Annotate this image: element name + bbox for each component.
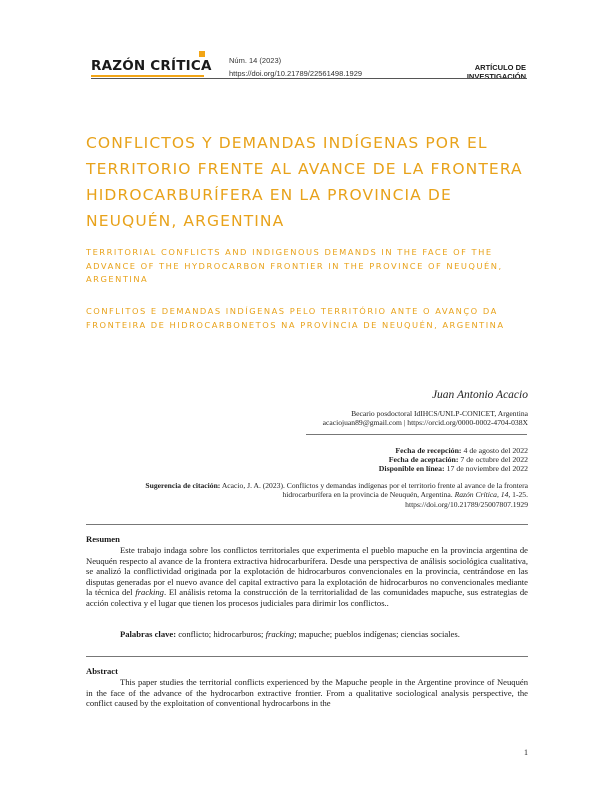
date-accepted-value: 7 de octubre del 2022 <box>458 455 528 464</box>
citation-journal: Razón Crítica, 14 <box>454 490 509 500</box>
resumen-fracking: fracking <box>135 587 164 598</box>
resumen-text-2: . El análisis retoma la construcción de la territorialidad de las comunidades mapuche, sus estrategias de acción colectiva y el lugar que tienen los procesos judiciales para dirimir los conflictos.. <box>86 587 528 608</box>
author-divider <box>306 434 527 435</box>
title-portuguese: CONFLITOS E DEMANDAS INDÍGENAS PELO TERRITÓRIO ANTE O AVANÇO DA FRONTEIRA DE HIDROCARBONETOS NA PROVÍNCIA DE NEUQUÉN, ARGENTINA <box>86 306 505 330</box>
date-online-value: 17 de noviembre del 2022 <box>444 464 528 473</box>
date-received <box>395 446 528 455</box>
keywords <box>120 629 530 639</box>
date-received-label: Fecha de recepción: <box>395 446 462 455</box>
logo-accent-rule <box>91 75 204 77</box>
author-contact[interactable]: acaciojuan89@gmail.com | https://orcid.org/0000-0002-4704-038X <box>322 418 528 427</box>
author-affiliation: Becario posdoctoral IdIHCS/UNLP-CONICET, Argentina <box>351 409 528 418</box>
section-divider <box>86 524 528 525</box>
date-online <box>379 464 528 473</box>
citation-text: Acacio, J. A. (2023). Conflictos y demandas indígenas por el territorio frente al avance de la frontera hidrocarburífera en la provincia de Neuquén, Argentina. <box>220 481 528 500</box>
citation-label: Sugerencia de citación: <box>145 481 221 490</box>
date-accepted-label: Fecha de aceptación: <box>388 455 459 464</box>
keywords-fracking: fracking <box>265 629 295 639</box>
resumen-text-1: Este trabajo indaga sobre los conflictos territoriales que experimenta el pueblo mapuche en la provincia argentina de Neuquén respecto al avance de la frontera extractiva hidrocarburífera. Desde una perspectiva de análisis sociológica cualitativa, se analizó la conflictividad originada por la explotación de hidrocarburos convencionales en la provincia, centrándose en las disputas generadas por el nuevo avance del capital extractivo para la explotación de hidrocarburos no convencionales mediante la técnica del <box>86 545 528 598</box>
citation-pages: , 1-25. <box>508 490 528 500</box>
logo-accent-square <box>199 51 205 57</box>
issue-info <box>229 54 362 80</box>
citation-suggestion <box>106 481 528 509</box>
title-english: TERRITORIAL CONFLICTS AND INDIGENOUS DEMANDS IN THE FACE OF THE ADVANCE OF THE HYDROCARBON FRONTIER IN THE PROVINCE OF NEUQUÉN, ARGENTINA <box>86 247 503 284</box>
date-online-label: Disponible en línea: <box>378 464 445 473</box>
abstract-body: This paper studies the territorial conflicts experienced by the Mapuche people in the Argentine province of Neuquén in the face of the advance of the hydrocarbon extractive frontier. From a qualitative sociological analysis perspective, the conflict caused by the exploitation of conventional hydrocarbons in the <box>86 677 528 709</box>
header-divider <box>91 78 527 79</box>
article-type: ARTÍCULO DE INVESTIGACIÓN <box>466 63 526 81</box>
section-divider-2 <box>86 656 528 657</box>
date-accepted <box>389 455 528 464</box>
citation-doi[interactable]: https://doi.org/10.21789/25007807.1929 <box>405 499 528 509</box>
keywords-label: Palabras clave: <box>120 629 177 639</box>
resumen-heading: Resumen <box>86 534 120 544</box>
abstract-heading: Abstract <box>86 666 118 676</box>
date-received-value: 4 de agosto del 2022 <box>461 446 528 455</box>
keywords-text-1: conflicto; hidrocarburos; <box>176 629 266 639</box>
issue-number: Núm. 14 (2023) <box>229 56 282 65</box>
journal-logo: RAZÓN CRÍTICA <box>91 58 212 74</box>
title-spanish: CONFLICTOS Y DEMANDAS INDÍGENAS POR EL TERRITORIO FRENTE AL AVANCE DE LA FRONTERA HIDROCARBURÍFERA EN LA PROVINCIA DE NEUQUÉN, ARGENTINA <box>86 134 523 230</box>
resumen-body <box>86 545 528 609</box>
page-number: 1 <box>524 748 528 757</box>
author-name: Juan Antonio Acacio <box>431 389 528 401</box>
keywords-text-2: ; mapuche; pueblos indígenas; ciencias sociales. <box>294 629 460 639</box>
doi-link[interactable]: https://doi.org/10.21789/22561498.1929 <box>229 69 363 78</box>
